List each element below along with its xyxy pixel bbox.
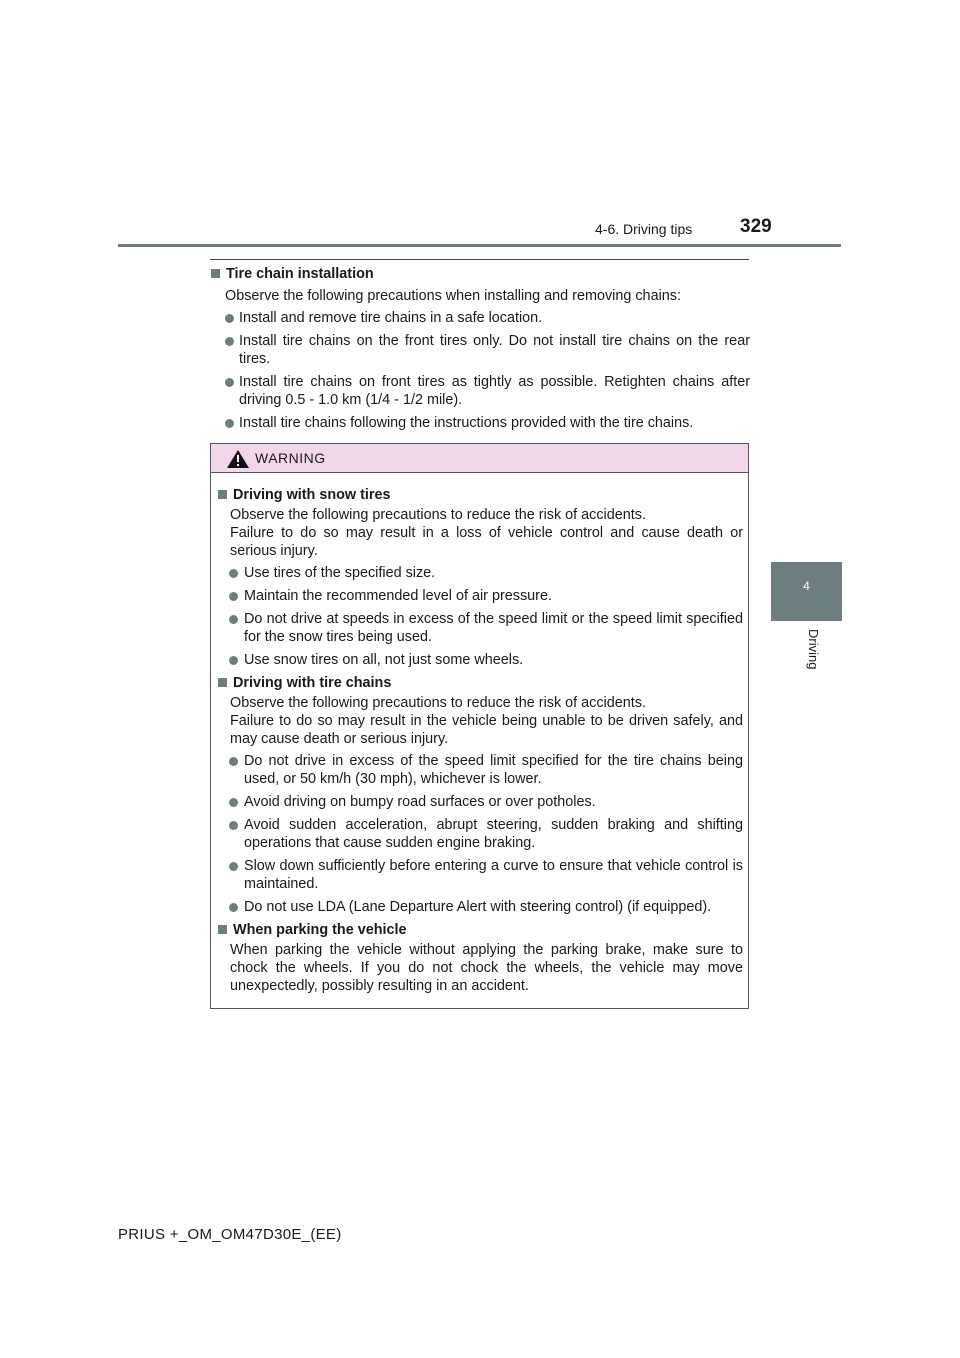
chapter-label: Driving: [806, 629, 821, 670]
content-divider: [210, 259, 749, 260]
list-item: Do not drive in excess of the speed limit specified for the tire chains being used, or 50 km/h (30 mph), whichever is lower.: [217, 752, 743, 788]
round-bullet-icon: [229, 592, 238, 601]
document-code: PRIUS +_OM_OM47D30E_(EE): [118, 1226, 342, 1243]
round-bullet-icon: [229, 862, 238, 871]
list-item: Install tire chains following the instructions provided with the tire chains.: [210, 414, 750, 432]
parking-text: When parking the vehicle without applying the parking brake, make sure to chock the wheels. If you do not chock the wheels, the vehicle may move unexpectedly, possibly resulting in an accident.: [230, 942, 743, 994]
warning-body: [211, 473, 748, 995]
list-item: Avoid driving on bumpy road surfaces or over potholes.: [217, 793, 743, 811]
section-title: 4-6. Driving tips: [595, 221, 693, 237]
tire-chains-heading: Driving with tire chains: [217, 674, 743, 692]
round-bullet-icon: [229, 757, 238, 766]
chapter-tab: [771, 562, 842, 621]
round-bullet-icon: [229, 821, 238, 830]
round-bullet-icon: [225, 314, 234, 323]
list-item: Slow down sufficiently before entering a curve to ensure that vehicle control is maintained.: [217, 857, 743, 893]
round-bullet-icon: [225, 337, 234, 346]
round-bullet-icon: [229, 569, 238, 578]
square-bullet-icon: [218, 925, 227, 934]
round-bullet-icon: [229, 903, 238, 912]
chapter-number: 4: [803, 579, 810, 593]
round-bullet-icon: [229, 656, 238, 665]
square-bullet-icon: [218, 678, 227, 687]
tire-chains-intro: Observe the following precautions to reduce the risk of accidents. Failure to do so may result in the vehicle being unable to be driven safely, and may cause death or serious injury.: [230, 695, 743, 747]
list-item: Install tire chains on the front tires only. Do not install tire chains on the rear tires.: [210, 332, 750, 368]
round-bullet-icon: [225, 378, 234, 387]
square-bullet-icon: [211, 269, 220, 278]
list-item: Install tire chains on front tires as tightly as possible. Retighten chains after driving 0.5 - 1.0 km (1/4 - 1/2 mile).: [210, 373, 750, 409]
list-item: Maintain the recommended level of air pressure.: [217, 587, 743, 605]
list-item: Do not use LDA (Lane Departure Alert with steering control) (if equipped).: [217, 898, 743, 916]
parking-heading: When parking the vehicle: [217, 921, 743, 939]
snow-tires-intro: Observe the following precautions to reduce the risk of accidents. Failure to do so may result in a loss of vehicle control and cause death or serious injury.: [230, 507, 743, 559]
page-number: 329: [740, 216, 772, 237]
warning-box: [210, 443, 749, 1009]
section-heading: Tire chain installation: [210, 265, 750, 283]
square-bullet-icon: [218, 490, 227, 499]
list-item: Use tires of the specified size.: [217, 564, 743, 582]
header-divider: [118, 244, 841, 247]
list-item: Do not drive at speeds in excess of the speed limit or the speed limit specified for the snow tires being used.: [217, 610, 743, 646]
warning-triangle-icon: [227, 450, 249, 468]
tire-chain-installation-section: [210, 265, 750, 437]
list-item: Install and remove tire chains in a safe location.: [210, 309, 750, 327]
warning-title: WARNING: [255, 450, 326, 466]
list-item: Avoid sudden acceleration, abrupt steering, sudden braking and shifting operations that cause sudden engine braking.: [217, 816, 743, 852]
warning-header: [211, 444, 748, 473]
round-bullet-icon: [225, 419, 234, 428]
round-bullet-icon: [229, 615, 238, 624]
list-item: Use snow tires on all, not just some wheels.: [217, 651, 743, 669]
section-intro: Observe the following precautions when installing and removing chains:: [225, 288, 681, 304]
snow-tires-heading: Driving with snow tires: [217, 486, 743, 504]
round-bullet-icon: [229, 798, 238, 807]
